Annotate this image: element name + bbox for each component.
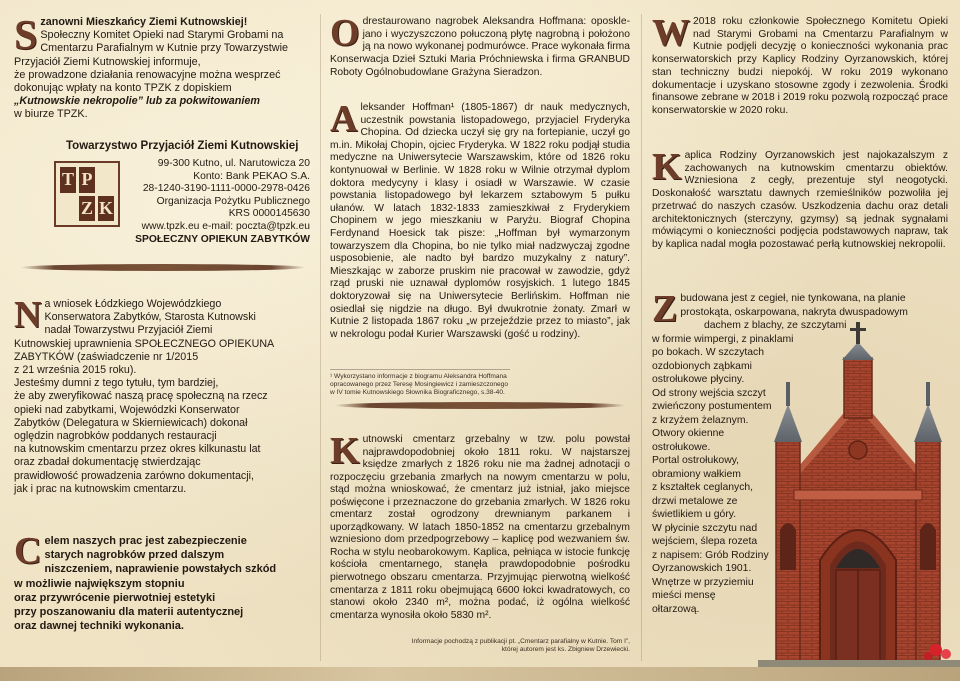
- org-title: SPOŁECZNY OPIEKUN ZABYTKÓW: [135, 233, 310, 245]
- org-status: Organizacja Pożytku Publicznego: [156, 195, 310, 207]
- org-web-email[interactable]: www.tpzk.eu e-mail: poczta@tpzk.eu: [141, 220, 310, 232]
- restoration-dropcap: O: [330, 12, 360, 54]
- decision-text: 2018 roku członkowie Społecznego Komitetu Opieki nad Starymi Grobami na Cmentarzu Parafialnym w Kutnie podjęli decyzję o konieczności wykonania prac konserwatorskich przy Kaplicy Rodziny Oyrzanowskich, której stan techniczny budzi niepokój. W roku 2019 wykonano dokumentacje i uzyskano stosowne zgody i zezwolenia. Środki finansowe zebrane w 2018 i 2019 roku pozwolą rozpocząć prace konserwatorskie w 2020 roku.: [652, 16, 948, 116]
- arch-line: zwieńczony postumentem: [652, 401, 772, 412]
- logo-letter: P: [79, 167, 95, 193]
- auth-line: oględzin nagrobków poddanych restauracji: [14, 430, 217, 443]
- chapel-dropcap: K: [652, 146, 682, 188]
- arch-line: po bokach. W szczytach: [652, 347, 765, 358]
- footnote-biography: ¹ Wykorzystano informacje z biogramu Aleksandra Hoffmana opracowanego przez Teresę Mosingiewicz i zamieszczonego w IV tomie Kutnowskiego Słownika Biograficznego, s.38-40.: [330, 369, 510, 397]
- restoration-paragraph: [330, 12, 630, 80]
- auth-line: że aby zweryfikować naszą pracę społeczną na rzecz: [14, 390, 268, 403]
- footnote-source: [330, 638, 630, 654]
- arch-line: budowana jest z cegieł, nie tynkowana, na planie: [680, 293, 906, 304]
- history-dropcap: K: [330, 430, 360, 472]
- goal-line: oraz przywrócenie pierwotniej estetyki: [14, 591, 216, 604]
- auth-line: na kutnowskim cmentarzu przez okres kilkunastu lat: [14, 443, 261, 456]
- arch-line: z kształtek ceglanych,: [652, 482, 754, 493]
- source-line: Informacje pochodzą z publikacji pt. „Cmentarz parafialny w Kutnie. Tom I”,: [411, 638, 630, 645]
- auth-line: oraz zbadał dokumentację stwierdzając: [14, 456, 201, 469]
- goal-dropcap: C: [14, 530, 42, 572]
- arch-line: z napisem: Grób Rodziny: [652, 549, 769, 561]
- logo-letter: Z: [79, 196, 95, 222]
- bottom-border: [0, 667, 960, 681]
- arch-line: Wnętrze w przyziemiu: [652, 576, 754, 588]
- auth-line: jak i prac na kutnowskim cmentarzu.: [14, 482, 187, 495]
- goal-section: [14, 530, 310, 633]
- intro-line: Społeczny Komitet Opieki nad Starymi Grobami na: [40, 29, 284, 42]
- intro-line: dokonując wpłaty na konto TPZK z dopiskiem: [14, 82, 232, 95]
- intro-line: zanowni Mieszkańcy Ziemi Kutnowskiej!: [40, 16, 248, 28]
- committee-decision: [652, 12, 948, 118]
- intro-line: Cmentarzu Parafialnym w Kutnie przy Towarzystwie: [40, 42, 288, 55]
- auth-line: Kutnowskiej uprawnienia SPOŁECZNEGO OPIEKUNA: [14, 337, 275, 350]
- chapel-photo: [758, 320, 960, 681]
- auth-line: z 21 września 2015 roku).: [14, 364, 137, 377]
- goal-line: elem naszych prac jest zabezpieczenie: [44, 535, 247, 547]
- column-separator: [320, 14, 321, 661]
- arch-line: świetlikiem u góry.: [652, 509, 737, 520]
- org-name: Towarzystwo Przyjaciół Ziemi Kutnowskiej: [66, 140, 299, 152]
- org-krs: KRS 0000145630: [228, 208, 310, 220]
- logo-letter: K: [98, 196, 114, 222]
- arch-line: mieści mensę: [652, 590, 716, 601]
- biography-text: leksander Hoffman¹ (1805-1867) dr nauk medycznych, uczestnik powstania listopadowego, przyjaciel Fryderyka Chopina. Od dziecka uczył się gry na fortepianie, uczył go m.in. Mikołaj Chopin, ojciec Fryderyka. W 1822 roku podjął studia medyczne na Uniwersytecie Warszawskim, które od 1826 roku kontynuował w Berlinie. W 1828 roku w Wilnie otrzymał dyplom doktora medycyny i klasy i osiadł w Warszawie. W czasie powstania listopadowego był lekarzem sztabowym 5 pułku ułanów. W latach 1832-1833 zamieszkiwał z Fryderykiem Chopinem w jego mieszkaniu w Paryżu. Biograf Chopina Ferdynand Hoesick tak pisze: „Hoffman był wymarzonym towarzyszem dla Chopina, bo nie tylko miał nadzwyczaj zgodne usposobienie, ale nadto był bardzo muzykalny z natury”. Mieszkając w zaborze pruskim nie pracował w zawodzie, gdyż rząd pruski nie uznawał dyplomów rosyjskich. 1 lutego 1845 doktoryzował się na Uniwersytecie Berlińskim. Hoffman nie osiedlał się nigdzie na długo. Był dwukrotnie żonaty. Zmarł w Kutnie 2 listopada 1867 roku „w przejeździe przez to miasto”, jak w nekrologu podał Kurier Warszawski (gość u rodziny).: [330, 102, 630, 340]
- auth-line: Konserwatora Zabytków, Starosta Kutnowski: [44, 311, 256, 324]
- arch-line: drzwi metalowe ze: [652, 495, 738, 507]
- org-account: 28-1240-3190-1111-0000-2978-0426: [142, 183, 310, 195]
- org-contact-info: [130, 158, 310, 246]
- auth-line: ZABYTKÓW (zaświadczenie nr 1/2015: [14, 350, 199, 363]
- column-left: [14, 0, 310, 681]
- architecture-dropcap: Z: [652, 288, 678, 330]
- intro-line: Przyjaciół Ziemi Kutnowskiej informuje,: [14, 55, 201, 68]
- cemetery-history: [330, 430, 630, 622]
- restoration-text: drestaurowano nagrobek Aleksandra Hoffmana: oposklejano i wyczyszczono połuczoną płytę nagrobną i położono ją na nowo wykonanej podmurówce. Prace wykonała firma Konserwacja Dzieł Sztuki Maria Próchniewska i firma GRANBUD Roboty Ogólnobudowlane Grażyna Sieradzon.: [330, 16, 630, 78]
- arch-line: Portal ostrołukowy,: [652, 455, 740, 466]
- goal-line: starych nagrobków przed dalszym: [44, 549, 225, 562]
- intro-dropcap: S: [14, 13, 38, 59]
- chapel-facade: [774, 322, 942, 670]
- hoffman-biography: [330, 98, 630, 341]
- chapel-description: [652, 146, 948, 252]
- goal-line: w możliwie największym stopniu: [14, 577, 185, 590]
- divider-brush: [20, 264, 306, 271]
- arch-line: w formie wimpergi, z pinaklami: [652, 333, 794, 345]
- arch-line: z krzyżem żelaznym.: [652, 414, 749, 426]
- arch-line: dachem z blachy, ze szczytami: [704, 320, 847, 331]
- auth-line: a wniosek Łódzkiego Wojewódzkiego: [44, 298, 222, 310]
- intro-line: w biurze TPZK.: [14, 108, 88, 121]
- arch-line: W płycinie szczytu nad: [652, 522, 758, 534]
- intro-line: że prowadzone działania renowacyjne można wesprzeć: [14, 68, 281, 81]
- auth-line: Zabytków (Delegatura w Skierniewicach) dokonał: [14, 416, 248, 429]
- logo-letter: T: [60, 167, 76, 193]
- source-line: której autorem jest ks. Zbigniew Drzewiecki.: [501, 646, 630, 653]
- history-text: utnowski cmentarz grzebalny w tzw. polu powstał najprawdopodobniej około 1811 roku. W najstarszej księdze zmarłych z 1826 roku nie ma żadnej adnotacji o rozpoczęciu grzebania zmarłych na nowym cmentarzu w polu, stąd można wnioskować, że cmentarz już istniał, jako miejsce poświęcone i przeznaczone do grzebania zmarłych. W 1826 roku cmentarz został ogrodzony drewnianym parkanem i uporządkowany. W latach 1850-1852 na cmentarzu grzebalnym wzniesiono dom przedpogrzebowy – kaplicę pod wezwaniem św. Rocha w stylu neobarokowym. Kaplica, pełniąca w istocie funkcję kościoła cmentarnego, stanęła prawdopodobnie pośrodku pierwotnego obszaru cmentarza. Przyjmując pierwotną wielkość cmentarza z 1811 roku obejmującą 6600 łokci kwadratowych, co stanowi około 2340 m², można podać, iż ogólna wielkość cmentarza wynosiła około 5830 m².: [330, 434, 630, 621]
- authorization-dropcap: N: [14, 294, 42, 336]
- arch-line: ozdobionych ząbkami: [652, 360, 752, 372]
- goal-line: niszczeniem, naprawienie powstałych szkód: [44, 563, 277, 576]
- arch-line: ostrołukowe.: [652, 441, 711, 453]
- divider-brush: [334, 402, 626, 409]
- auth-line: Jesteśmy dumni z tego tytułu, tym bardziej,: [14, 377, 219, 390]
- auth-line: prawidłowość prowadzenia zarówno dokumentacji,: [14, 469, 254, 482]
- tpzk-logo: [54, 161, 120, 227]
- column-separator: [641, 14, 642, 661]
- goal-line: przy poszanowaniu dla materii autentycznej: [14, 606, 244, 619]
- intro-line: „Kutnowskie nekropolie” lub za pokwitowaniem: [14, 95, 260, 108]
- arch-line: prostokąta, oskarpowana, nakryta dwuspadowym: [680, 306, 908, 318]
- flowers: [930, 644, 942, 656]
- arch-line: ołtarzową.: [652, 603, 700, 615]
- org-address: 99-300 Kutno, ul. Narutowicza 20: [157, 158, 310, 169]
- arch-line: obramiony wałkiem: [652, 468, 741, 480]
- chapel-text: aplica Rodziny Oyrzanowskich jest najokazalszym z zachowanych na kutnowskim cmentarzu obiektów. Wzniesiona z cegły, prezentuje styl neogotycki. Doskonałość warsztatu dawnych rzemieślników pozwoliła jej przetrwać do naszych czasów. Uszkodzenia dachu oraz detali architektonicznych (sterczyny, gzymsy) są jednak sygnałami mówiącymi o konieczności podjęcia podstawowych napraw, tak by kaplica nadal mogła pozostawać perłą kutnowskiej nekropolii.: [652, 150, 948, 250]
- arch-line: wejściem, ślepa rozeta: [652, 536, 758, 547]
- goal-line: oraz dawnej techniki wykonania.: [14, 620, 184, 633]
- arch-line: Otwory okienne: [652, 428, 725, 439]
- auth-line: nadał Towarzystwu Przyjaciół Ziemi: [44, 324, 213, 337]
- decision-dropcap: W: [652, 12, 690, 54]
- arch-line: Od strony wejścia szczyt: [652, 387, 766, 399]
- org-bank: Konto: Bank PEKAO S.A.: [193, 170, 310, 182]
- arch-line: Oyrzanowskich 1901.: [652, 563, 752, 574]
- arch-line: ostrołukowe płyciny.: [652, 374, 745, 385]
- intro-section: [14, 13, 310, 122]
- biography-dropcap: A: [330, 98, 358, 140]
- authorization-section: [14, 294, 310, 496]
- column-middle: [330, 0, 630, 681]
- auth-line: opieki nad zabytkami, Wojewódzki Konserwator: [14, 403, 240, 416]
